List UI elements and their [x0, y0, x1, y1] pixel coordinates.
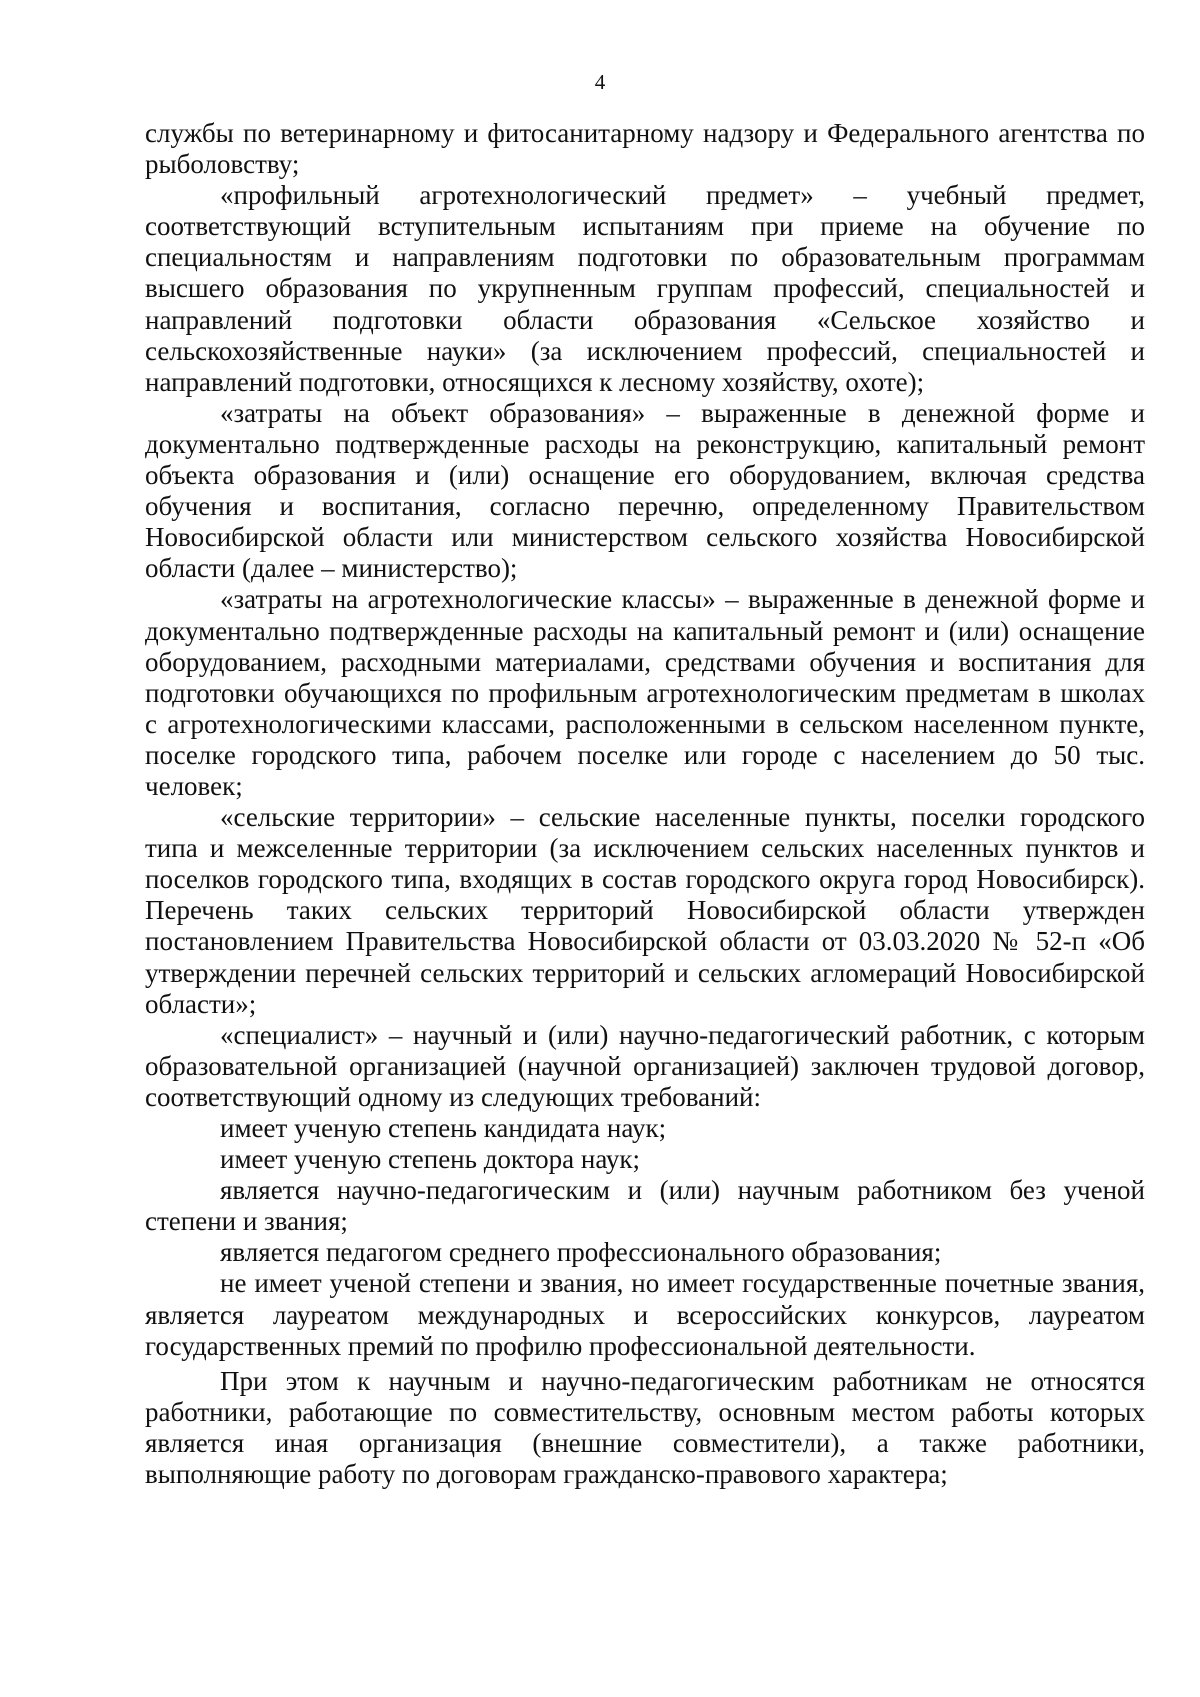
paragraph-specialist: «специалист» – научный и (или) научно-педагогический работник, с которым образовательной организацией (научной организацией) заключен трудовой договор, соответствующий одному из следующих требований:: [145, 1019, 1145, 1112]
paragraph-rural-territories: «сельские территории» – сельские населенные пункты, поселки городского типа и межселенные территории (за исключением сельских населенных пунктов и поселков городского типа, входящих в состав городского округа город Новосибирск). Перечень таких сельских территорий Новосибирской области утвержден постановлением Правительства Новосибирской области от 03.03.2020 № 52-п «Об утверждении перечней сельских территорий и сельских агломераций Новосибирской области»;: [145, 802, 1145, 1019]
paragraph-agro-class-costs: «затраты на агротехнологические классы» – выраженные в денежной форме и документально подтвержденные расходы на капитальный ремонт и (или) оснащение оборудованием, расходными материалами, средствами обучения и воспитания для подготовки обучающихся по профильным агротехнологическим предметам в школах с агротехнологическими классами, расположенными в сельском населенном пункте, поселке городского типа, рабочем поселке или городе с населением до 50 тыс. человек;: [145, 584, 1145, 801]
list-item: не имеет ученой степени и звания, но имеет государственные почетные звания, является лауреатом международных и всероссийских конкурсов, лауреатом государственных премий по профилю профессиональной деятельности.: [145, 1268, 1145, 1361]
list-item: имеет ученую степень доктора наук;: [220, 1144, 641, 1175]
paragraph-profile-subject: «профильный агротехнологический предмет» – учебный предмет, соответствующий вступительным испытаниям при приеме на обучение по специальностям и направлениям подготовки по образовательным программам высшего образования по укрупненным группам профессий, специальностей и направлений подготовки области образования «Сельское хозяйство и сельскохозяйственные науки» (за исключением профессий, специальностей и направлений подготовки, относящихся к лесному хозяйству, охоте);: [145, 180, 1145, 397]
list-item: является педагогом среднего профессионального образования;: [220, 1237, 942, 1268]
list-item: является научно-педагогическим и (или) научным работником без ученой степени и звания;: [145, 1175, 1145, 1237]
paragraph-education-costs: «затраты на объект образования» – выраженные в денежной форме и документально подтвержденные расходы на реконструкцию, капитальный ремонт объекта образования и (или) оснащение его оборудованием, включая средства обучения и воспитания, согласно перечню, определенному Правительством Новосибирской области или министерством сельского хозяйства Новосибирской области (далее – министерство);: [145, 397, 1145, 584]
list-item: имеет ученую степень кандидата наук;: [220, 1113, 667, 1143]
paragraph-continuation: службы по ветеринарному и фитосанитарному надзору и Федерального агентства по рыболовству;: [145, 118, 1145, 180]
paragraph-exclusions: При этом к научным и научно-педагогическим работникам не относятся работники, работающие по совместительству, основным местом работы которых является иная организация (внешние совместители), а также работники, выполняющие работу по договорам гражданско-правового характера;: [145, 1365, 1145, 1490]
page-number: 4: [594, 70, 606, 94]
document-body: [145, 118, 1145, 1490]
